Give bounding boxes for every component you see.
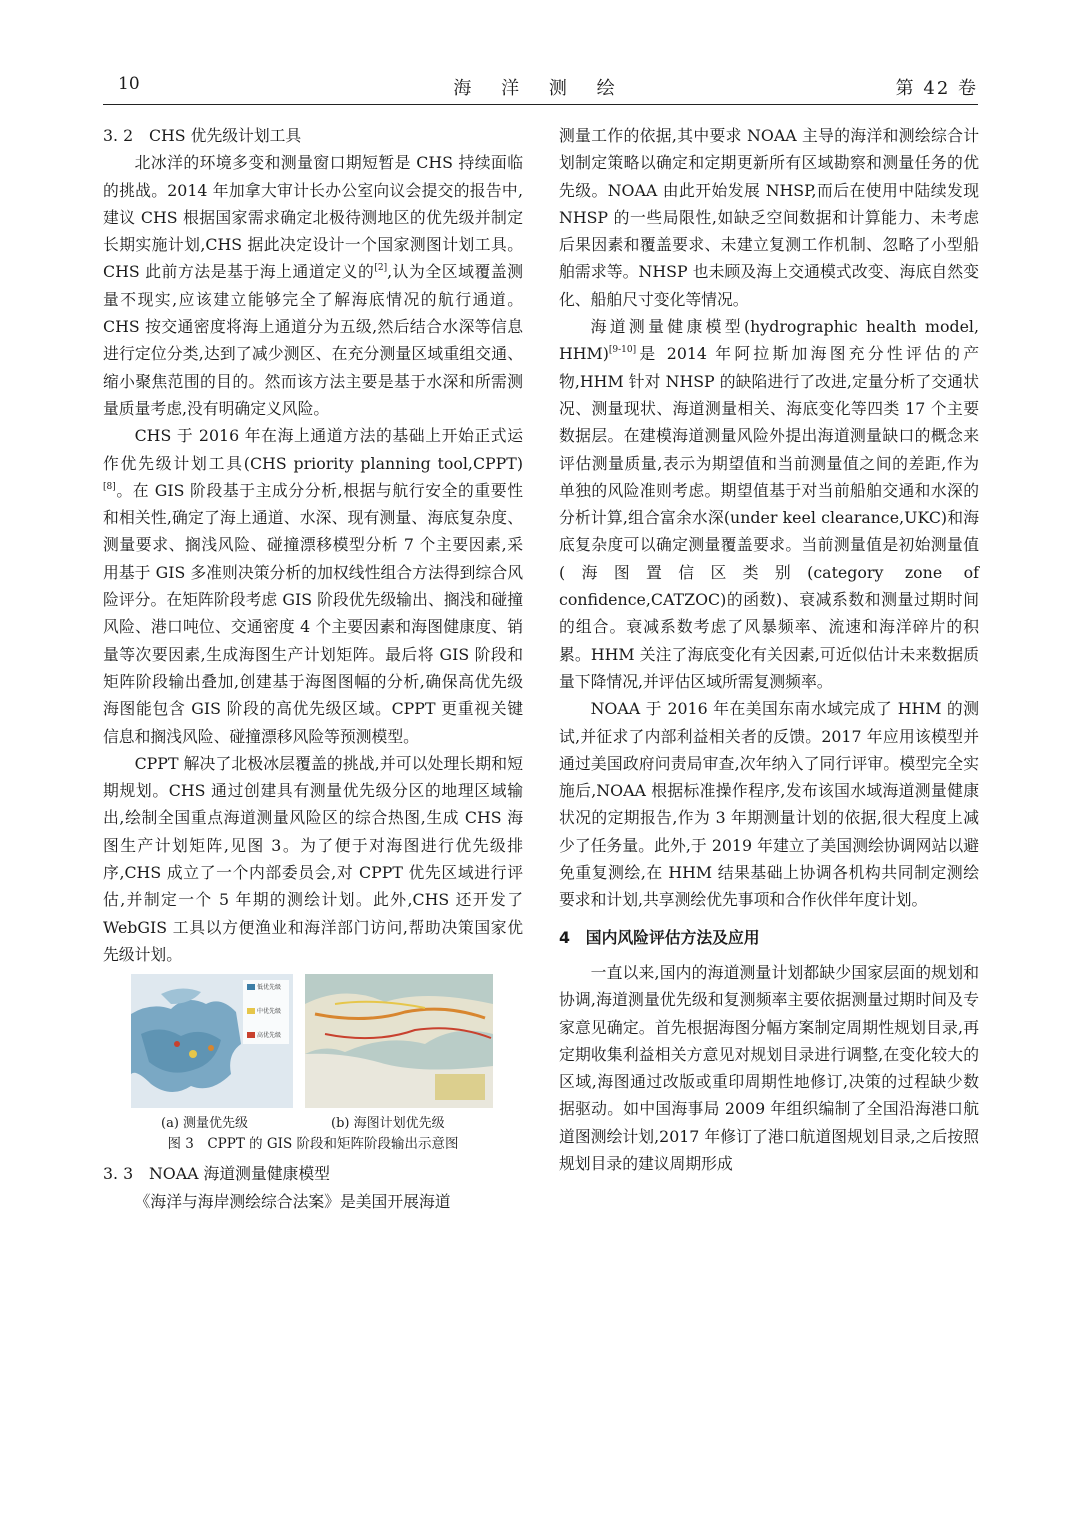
left-column — [103, 122, 523, 1215]
citation: [2] — [374, 263, 388, 274]
paragraph: CHS 于 2016 年在海上通道方法的基础上开始正式运作优先级计划工具(CHS priority planning tool,CPPT)[8]。在 GIS 阶段基于主成分分析,根据与航行安全的重要性和相关性,确定了海上通道、水深、现有测量、海底复杂度、测量要求、搁浅风险、碰撞漂移模型分析 7 个主要因素,采用基于 GIS 多准则决策分析的加权线性组合方法得到综合风险评分。在矩阵阶段考虑 GIS 阶段优先级输出、搁浅和碰撞风险、港口吨位、交通密度 4 个主要因素和海图健康度、销量等次要因素,生成海图生产计划矩阵。最后将 GIS 阶段和矩阵阶段输出叠加,创建基于海图图幅的分析,确保高优先级海图能包含 GIS 阶段的高优先级区域。CPPT 更重视关键信息和搁浅风险、碰撞漂移风险等预测模型。 — [103, 426, 523, 746]
figure-caption: 图 3 CPPT 的 GIS 阶段和矩阵阶段输出示意图 — [167, 1136, 459, 1153]
paragraph: NOAA 于 2016 年在美国东南水域完成了 HHM 的测试,并征求了内部利益相关者的反馈。2017 年应用该模型并通过美国政府问责局审查,次年纳入了同行评审。模型完全实施后,NOAA 根据标准操作程序,发布该国水域海道测量健康状况的定期报告,作为 3 年期测量计划的依据,很大程度上减少了任务量。此外,于 2019 年建立了美国测绘协调网站以避免重复测绘,在 HHM 结果基础上协调各机构共同制定测绘要求和计划,共享测绘优先事项和合作伙伴年度计划。 — [559, 699, 979, 910]
journal-title: 海 洋 测 绘 — [453, 78, 627, 99]
legend-mid: 中优先级 — [257, 1008, 282, 1016]
volume-label: 第 42 卷 — [895, 78, 978, 99]
paragraph: 海道测量健康模型(hydrographic health model, HHM)[9-10]是 2014 年阿拉斯加海图充分性评估的产物,HHM 针对 NHSP 的缺陷进行了改进,定量分析了交通状况、测量现状、海道测量相关、海底变化等四类 17 个主要数据层。在建模海道测量风险外提出海道测量缺口的概念来评估测量质量,表示为期望值和当前测量值之间的差距,作为单独的风险准则考虑。期望值基于对当前船舶交通和水深的分析计算,组合富余水深(under keel clearance,UKC)和海底复杂度可以确定测量覆盖要求。当前测量值是初始测量值(海图置信区类别(category zone of confidence,CATZOC)的函数)、衰减系数和测量过期时间的组合。衰减系数考虑了风暴频率、流速和海洋碎片的积累。HHM 关注了海底变化有关因素,可近似估计未来数据质量下降情况,并评估区域所需复测频率。 — [559, 317, 979, 691]
survey-priority-map-image — [131, 974, 293, 1108]
section-3-2-title: 3. 2 CHS 优先级计划工具 — [103, 126, 302, 145]
paragraph: 测量工作的依据,其中要求 NOAA 主导的海洋和测绘综合计划制定策略以确定和定期更新所有区域勘察和测量任务的优先级。NOAA 由此开始发展 NHSP,而后在使用中陆续发现 NHSP 的一些局限性,如缺乏空间数据和计算能力、未考虑后果因素和覆盖要求、未建立复测工作机制、忽略了小型船舶需求等。NHSP 也未顾及海上交通模式改变、海底自然变化、船舶尺寸变化等情况。 — [559, 126, 979, 309]
paragraph: CPPT 解决了北极冰层覆盖的挑战,并可以处理长期和短期规划。CHS 通过创建具有测量优先级分区的地理区域输出,绘制全国重点海道测量风险区的综合热图,生成 CHS 海图生产计划矩阵,见图 3。为了便于对海图进行优先级排序,CHS 成立了一个内部委员会,对 CPPT 优先区域进行评估,并制定一个 5 年期的测绘计划。此外,CHS 还开发了 WebGIS 工具以方便渔业和海洋部门访问,帮助决策国家优先级计划。 — [103, 753, 523, 964]
paragraph: 《海洋与海岸测绘综合法案》是美国开展海道 — [134, 1191, 451, 1211]
paragraph: 一直以来,国内的海道测量计划都缺少国家层面的规划和协调,海道测量优先级和复测频率主要依据测量过期时间及专家意见确定。首先根据海图分幅方案制定周期性规划目录,再定期收集利益相关方意见对规划目录进行调整,在变化较大的区域,海图通过改版或重印周期性地修订,决策的过程缺少数据驱动。如中国海事局 2009 年组织编制了全国沿海港口航道图测绘计划,2017 年修订了港口航道图规划目录,之后按照规划目录的建议周期形成 — [559, 962, 979, 1173]
page-number: 10 — [118, 74, 140, 94]
figure-subcaptions — [103, 1110, 523, 1132]
section-4-title: 4 国内风险评估方法及应用 — [559, 927, 760, 947]
subcaption-a: (a) 测量优先级 — [161, 1116, 249, 1132]
paragraph: 北冰洋的环境多变和测量窗口期短暂是 CHS 持续面临的挑战。2014 年加拿大审计长办公室向议会提交的报告中,建议 CHS 根据国家需求确定北极待测地区的优先级并制定长期实施计划,CHS 据此决定设计一个国家测图计划工具。CHS 此前方法是基于海上通道定义的[2],认为全区域覆盖测量不现实,应该建立能够完全了解海底情况的航行通道。CHS 按交通密度将海上通道分为五级,然后结合水深等信息进行定位分类,达到了减少测区、在充分测量区域重组交通、缩小聚焦范围的目的。然而该方法主要是基于水深和所需测量质量考虑,没有明确定义风险。 — [103, 153, 523, 418]
citation: [9-10] — [608, 345, 637, 356]
right-column — [559, 122, 979, 1177]
chart-plan-priority-map-image — [305, 974, 493, 1108]
figure-3 — [103, 974, 523, 1108]
citation: [8] — [103, 481, 116, 492]
legend-low: 低优先级 — [257, 984, 282, 992]
legend-high: 高优先级 — [257, 1032, 282, 1040]
subcaption-b: (b) 海图计划优先级 — [331, 1116, 445, 1132]
header-rule — [103, 104, 978, 105]
section-3-3-title: 3. 3 NOAA 海道测量健康模型 — [103, 1164, 330, 1184]
